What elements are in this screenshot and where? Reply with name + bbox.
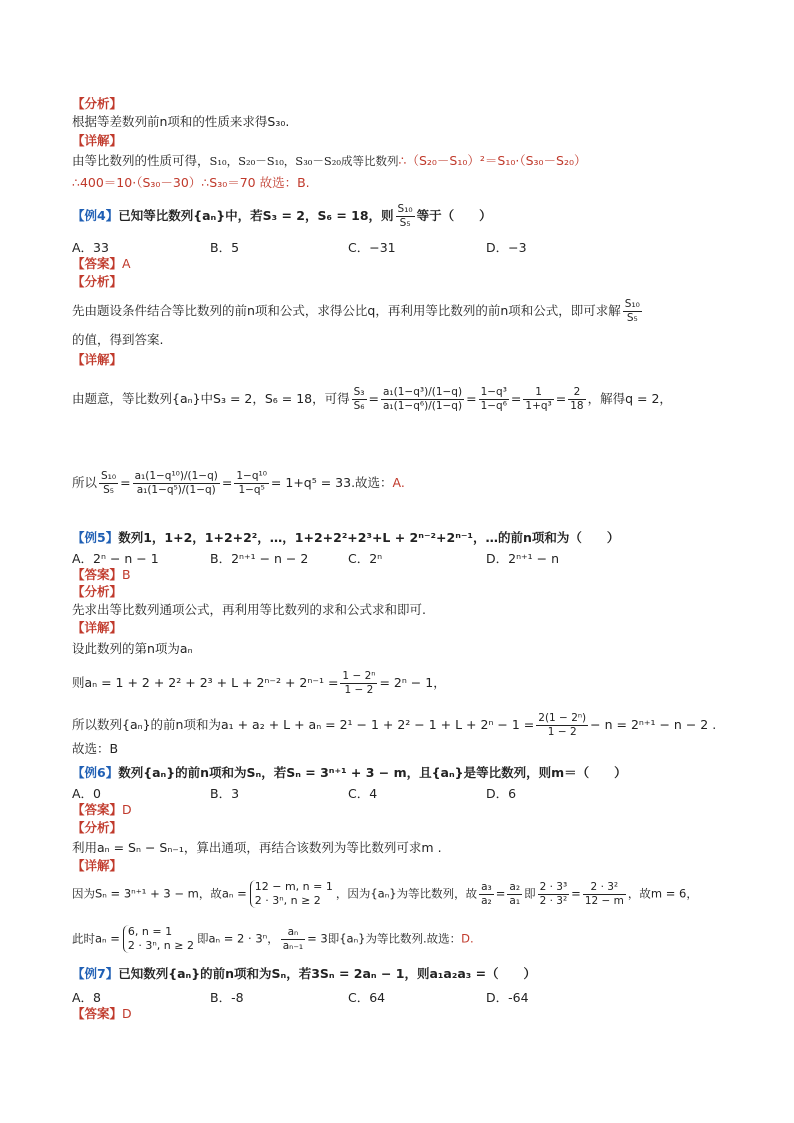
option-b: B．3: [210, 786, 240, 801]
fraction: $\frac{\text{2(1 − 2ⁿ)}}{1 - 2}$: [538, 712, 587, 738]
option-c: C．−31: [348, 240, 396, 255]
answer-heading: 【答案】: [72, 802, 123, 817]
option-c: C．4: [348, 786, 378, 801]
analysis-heading: 【分析】: [72, 584, 123, 599]
example-label: 【例7】: [72, 966, 119, 981]
fraction: $\frac{\text{1−q³}}{\text{1−q⁶}}$: [480, 386, 507, 412]
answer-line: [72, 256, 131, 272]
detail-line: [72, 153, 587, 169]
analysis-text: 利用aₙ = Sₙ − Sₙ₋₁，算出通项，再结合该数列为等比数列可求m .: [72, 840, 442, 855]
question-text: 数列1，1+2，1+2+2²，…，1+2+2²+2³+L + 2ⁿ⁻²+2ⁿ⁻¹，…的前n项和为（ ）: [118, 530, 620, 545]
piecewise-brace: 6, n = 1 2 · 3ⁿ, n ≥ 2: [123, 925, 194, 953]
option-a: A．33: [72, 240, 109, 255]
answer-value: A: [122, 256, 131, 271]
detail-line: 则aₙ = 1 + 2 + 2² + 2³ + L + 2ⁿ⁻² + 2ⁿ⁻¹ = $\frac{\text{1 − 2ⁿ}}{1 - 2}$ = 2ⁿ − 1，: [72, 670, 446, 696]
example-7-question: [72, 966, 536, 982]
detail-line: ∴400＝10·（S₃₀－30）∴S₃₀＝70 故选：B.: [72, 175, 310, 190]
detail-heading: 【详解】: [72, 352, 123, 367]
detail-line: 由题意，等比数列{aₙ}中S₃ = 2，S₆ = 18，可得 $\frac{\text{S₃}}{\text{S₆}}$ = $\frac{\text{a₁(1−q³)/(1−q)}}{\text{a₁(1−q⁶)/(1−q)}}$ = $\frac{\text{1−q³}}{\text{1−q⁶}}$ = $\frac{1}{\text{1+q³}}$ = $\frac{2}{18}$ ，解得q = 2，: [72, 386, 672, 412]
analysis-heading: 【分析】: [72, 96, 123, 111]
fraction: $\frac{\text{S₁₀}}{\text{S₅}}$: [624, 298, 640, 324]
detail-line: 此时aₙ = 6, n = 1 2 · 3ⁿ, n ≥ 2 即aₙ = 2 · 3ⁿ， $\frac{\text{aₙ}}{\text{aₙ₋₁}}$ = 3即{aₙ}为等比数列.故选：D.: [72, 925, 474, 952]
example-label: 【例6】: [72, 765, 119, 780]
option-a: A．2ⁿ − n − 1: [72, 551, 159, 566]
answer-line: [72, 802, 132, 818]
option-a: A．0: [72, 786, 102, 801]
piecewise-brace: 12 − m, n = 1 2 · 3ⁿ, n ≥ 2: [250, 880, 333, 908]
option-d: D．−3: [486, 240, 527, 255]
option-d: D．6: [486, 786, 517, 801]
detail-line: 设此数列的第n项为aₙ: [72, 641, 193, 656]
example-label: 【例4】: [72, 208, 119, 223]
option-d: D．-64: [486, 990, 529, 1005]
detail-line: 所以数列{aₙ}的前n项和为a₁ + a₂ + L + aₙ = 2¹ − 1 + 2² − 1 + L + 2ⁿ − 1 = $\frac{\text{2(1 − 2ⁿ)}}{1 - 2}$ − n = 2ⁿ⁺¹ − n − 2 .: [72, 712, 717, 738]
fraction: $\frac{\text{S₁₀}}{\text{S₅}}$: [397, 203, 413, 229]
analysis-text: 先求出等比数列通项公式，再利用等比数列的求和公式求和即可.: [72, 602, 426, 617]
fraction: $\frac{\text{2 · 3³}}{\text{2 · 3²}}$: [539, 880, 568, 907]
answer-heading: 【答案】: [72, 1006, 123, 1021]
option-c: C．64: [348, 990, 386, 1005]
detail-line: 故选：B: [72, 741, 119, 756]
answer-value: D: [122, 1006, 132, 1021]
fraction: $\frac{\text{S₃}}{\text{S₆}}$: [353, 386, 365, 412]
analysis-text: 根据等差数列前n项和的性质来求得S₃₀.: [72, 114, 290, 129]
fraction: $\frac{\text{a₂}}{\text{a₁}}$: [509, 880, 521, 907]
answer-line: [72, 1006, 132, 1022]
example-label: 【例5】: [72, 530, 119, 545]
example-5-question: [72, 530, 619, 546]
option-b: B．2ⁿ⁺¹ − n − 2: [210, 551, 309, 566]
fraction: $\frac{2}{18}$: [570, 386, 584, 412]
option-b: B．5: [210, 240, 240, 255]
example-6-question: [72, 765, 627, 781]
math-expression: S₁₀，S₂₀－S₁₀，S₃₀－S₂₀成等比数列: [209, 154, 399, 168]
answer-value: D: [122, 802, 132, 817]
analysis-text: 的值，得到答案.: [72, 332, 164, 347]
fraction: $\frac{1}{\text{1+q³}}$: [525, 386, 552, 412]
option-a: A．8: [72, 990, 102, 1005]
question-text: 已知等比数列{aₙ}中，若S₃ = 2，S₆ = 18，则: [118, 208, 394, 223]
analysis-heading: 【分析】: [72, 820, 123, 835]
fraction: $\frac{\text{1−q¹⁰}}{\text{1−q⁵}}$: [236, 470, 267, 496]
question-text: 已知数列{aₙ}的前n项和为Sₙ，若3Sₙ = 2aₙ − 1，则a₁a₂a₃ =（ ）: [118, 966, 537, 981]
fraction: $\frac{\text{a₃}}{\text{a₂}}$: [481, 880, 492, 907]
detail-line: 因为Sₙ = 3ⁿ⁺¹ + 3 − m，故aₙ = 12 − m, n = 1 2 · 3ⁿ, n ≥ 2 ，因为{aₙ}为等比数列，故 $\frac{\text{a₃}}{\text{a₂}}$ = $\frac{\text{a₂}}{\text{a₁}}$ 即 $\frac{\text{2 · 3³}}{\text{2 · 3²}}$ = $\frac{\text{2 · 3²}}{12 - m}$ ，故m = 6，: [72, 880, 698, 907]
answer-value: B: [122, 567, 131, 582]
fraction: $\frac{\text{aₙ}}{\text{aₙ₋₁}}$: [282, 925, 304, 952]
detail-heading: 【详解】: [72, 858, 123, 873]
detail-heading: 【详解】: [72, 620, 123, 635]
detail-text: ∴（S₂₀－S₁₀）²＝S₁₀·（S₃₀－S₂₀）: [398, 153, 587, 168]
example-4-question: [72, 203, 492, 230]
question-text: 等于（ ）: [416, 208, 492, 223]
analysis-heading: 【分析】: [72, 274, 123, 289]
fraction: $\frac{\text{2 · 3²}}{12 - m}$: [584, 880, 624, 907]
answer-line: [72, 567, 131, 583]
answer-heading: 【答案】: [72, 567, 123, 582]
fraction: $\frac{\text{a₁(1−q¹⁰)/(1−q)}}{\text{a₁(1−q⁵)/(1−q)}}$: [134, 470, 218, 496]
question-text: 数列{aₙ}的前n项和为Sₙ，若Sₙ = 3ⁿ⁺¹ + 3 − m，且{aₙ}是等比数列，则m＝（ ）: [118, 765, 627, 780]
option-d: D．2ⁿ⁺¹ − n: [486, 551, 560, 566]
option-b: B．-8: [210, 990, 244, 1005]
detail-text: 由等比数列的性质可得，: [72, 153, 210, 168]
fraction: $\frac{\text{1 − 2ⁿ}}{1 - 2}$: [342, 670, 376, 696]
detail-heading: 【详解】: [72, 133, 123, 148]
answer-heading: 【答案】: [72, 256, 123, 271]
fraction: $\frac{\text{S₁₀}}{\text{S₅}}$: [101, 470, 117, 496]
detail-line: 所以 $\frac{\text{S₁₀}}{\text{S₅}}$ = $\frac{\text{a₁(1−q¹⁰)/(1−q)}}{\text{a₁(1−q⁵)/(1−q)}}$ = $\frac{\text{1−q¹⁰}}{\text{1−q⁵}}$ = 1+q⁵ = 33.故选：A.: [72, 470, 405, 496]
fraction: $\frac{\text{a₁(1−q³)/(1−q)}}{\text{a₁(1−q⁶)/(1−q)}}$: [383, 386, 463, 412]
option-c: C．2ⁿ: [348, 551, 383, 566]
analysis-text: 先由题设条件结合等比数列的前n项和公式，求得公比q，再利用等比数列的前n项和公式，即可求解 $\frac{\text{S₁₀}}{\text{S₅}}$: [72, 298, 640, 324]
